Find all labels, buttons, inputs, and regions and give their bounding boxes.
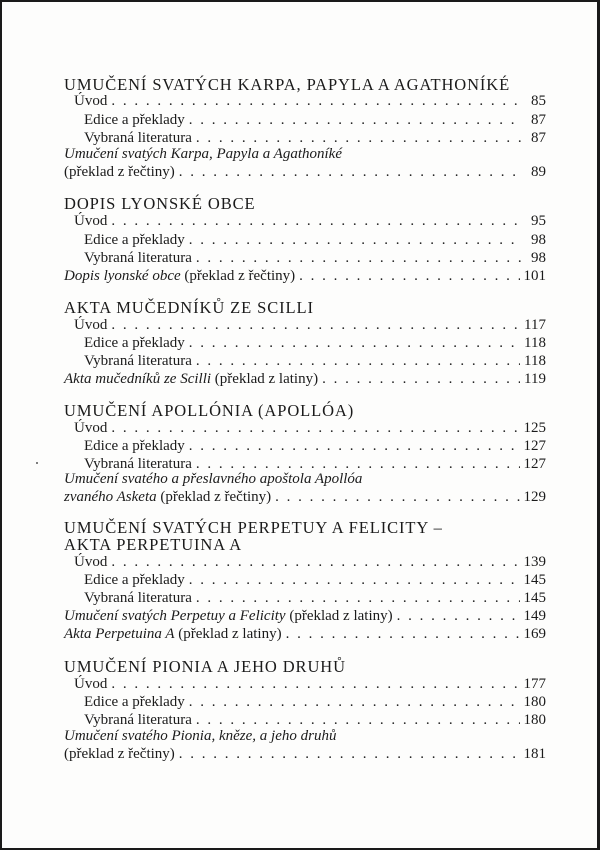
page-number: 181 bbox=[523, 746, 546, 762]
page-number: 180 bbox=[523, 694, 546, 710]
section-title-scilli: AKTA MUČEDNÍKŮ ZE SCILLI bbox=[64, 298, 314, 317]
entry-label: Úvod bbox=[74, 93, 108, 109]
toc-entry bbox=[64, 691, 546, 711]
dot-leader bbox=[111, 92, 522, 110]
page-number: 101 bbox=[523, 268, 546, 284]
dot-leader bbox=[299, 267, 519, 285]
entry-label: Edice a překlady bbox=[84, 232, 185, 248]
dot-leader bbox=[179, 163, 522, 181]
section-title-apollonia: UMUČENÍ APOLLÓNIA (APOLLÓA) bbox=[64, 401, 355, 420]
entry-label: Úvod bbox=[74, 317, 108, 333]
page-number: 89 bbox=[531, 164, 546, 180]
toc-entry bbox=[64, 486, 546, 506]
page-number: 177 bbox=[523, 676, 546, 692]
toc-entry bbox=[64, 605, 546, 625]
section-title-perpetua: UMUČENÍ SVATÝCH PERPETUY A FELICITY – bbox=[64, 518, 443, 537]
toc-entry bbox=[64, 551, 546, 571]
entry-label: Edice a překlady bbox=[84, 112, 185, 128]
page-number: 139 bbox=[523, 554, 546, 570]
translation-note: (překlad z latiny) bbox=[285, 608, 393, 624]
dot-leader bbox=[286, 625, 520, 643]
dot-leader bbox=[179, 745, 520, 763]
toc-entry bbox=[64, 417, 546, 437]
entry-label: (překlad z řečtiny) bbox=[64, 746, 175, 762]
entry-label: Úvod bbox=[74, 213, 108, 229]
translation-title: Akta mučedníků ze Scilli bbox=[64, 371, 212, 387]
entry-label bbox=[64, 267, 295, 285]
page-number: 87 bbox=[531, 130, 546, 146]
entry-label: Edice a překlady bbox=[84, 572, 185, 588]
entry-label: (překlad z řečtiny) bbox=[64, 164, 175, 180]
entry-label: Vybraná literatura bbox=[84, 353, 192, 369]
entry-label: Vybraná literatura bbox=[84, 590, 192, 606]
translation-note: (překlad z řečtiny) bbox=[180, 268, 296, 284]
section-title-pionius: UMUČENÍ PIONIA A JEHO DRUHŮ bbox=[64, 657, 346, 676]
entry-label: Edice a překlady bbox=[84, 694, 185, 710]
toc-entry bbox=[64, 743, 546, 763]
section-title-karpa: UMUČENÍ SVATÝCH KARPA, PAPYLA A AGATHONÍKÉ bbox=[64, 75, 511, 94]
toc-entry bbox=[64, 247, 546, 267]
page-number: 127 bbox=[523, 438, 546, 454]
dot-leader bbox=[111, 212, 522, 230]
entry-label: Edice a překlady bbox=[84, 335, 185, 351]
page-number: 127 bbox=[523, 456, 546, 472]
page-number: 149 bbox=[523, 608, 546, 624]
translation-title: Umučení svatého Pionia, kněze, a jeho druhů bbox=[64, 728, 337, 744]
book-page bbox=[2, 2, 597, 848]
translation-note: (překlad z latiny) bbox=[211, 371, 319, 387]
page-number: 118 bbox=[524, 353, 546, 369]
dot-leader bbox=[275, 488, 519, 506]
page-number: 145 bbox=[523, 590, 546, 606]
page-number: 98 bbox=[531, 232, 546, 248]
toc-entry bbox=[64, 210, 546, 230]
page-number: 87 bbox=[531, 112, 546, 128]
toc-entry bbox=[64, 332, 546, 352]
page-number: 95 bbox=[531, 213, 546, 229]
toc-entry bbox=[64, 587, 546, 607]
dot-leader bbox=[322, 370, 520, 388]
toc-entry bbox=[64, 435, 546, 455]
toc-entry bbox=[64, 265, 546, 285]
entry-label: Vybraná literatura bbox=[84, 130, 192, 146]
toc-entry bbox=[64, 368, 546, 388]
page-number: 98 bbox=[531, 250, 546, 266]
page-number: 85 bbox=[531, 93, 546, 109]
section-title-lyon: DOPIS LYONSKÉ OBCE bbox=[64, 194, 256, 213]
entry-label: Úvod bbox=[74, 420, 108, 436]
entry-label: Vybraná literatura bbox=[84, 456, 192, 472]
toc-entry bbox=[64, 569, 546, 589]
translation-title: Akta Perpetuina A bbox=[64, 626, 175, 642]
page-number: 117 bbox=[524, 317, 546, 333]
page-number: 125 bbox=[523, 420, 546, 436]
toc-entry bbox=[64, 229, 546, 249]
page-number: 145 bbox=[523, 572, 546, 588]
translation-title: zvaného Asketa bbox=[64, 489, 157, 505]
page-number: 118 bbox=[524, 335, 546, 351]
entry-label bbox=[64, 370, 318, 388]
section-title-perpetua-line2: AKTA PERPETUINA A bbox=[64, 535, 243, 554]
entry-label: Úvod bbox=[74, 554, 108, 570]
toc-entry bbox=[64, 673, 546, 693]
translation-note: (překlad z latiny) bbox=[174, 626, 282, 642]
translation-title: Dopis lyonské obce bbox=[64, 268, 181, 284]
entry-label bbox=[64, 625, 282, 643]
toc-entry bbox=[64, 314, 546, 334]
page-number: 129 bbox=[523, 489, 546, 505]
entry-label bbox=[64, 488, 271, 506]
page-number: 169 bbox=[523, 626, 546, 642]
entry-label: Vybraná literatura bbox=[84, 712, 192, 728]
entry-label: Edice a překlady bbox=[84, 438, 185, 454]
toc-entry bbox=[64, 623, 546, 643]
entry-label: Vybraná literatura bbox=[84, 250, 192, 266]
toc-entry bbox=[64, 109, 546, 129]
translation-title: Umučení svatých Perpetuy a Felicity bbox=[64, 608, 286, 624]
toc-entry bbox=[64, 350, 546, 370]
translation-title: Umučení svatých Karpa, Papyla a Agathoníké bbox=[64, 146, 342, 162]
scan-speck bbox=[36, 462, 38, 464]
page-number: 119 bbox=[524, 371, 546, 387]
page-number: 180 bbox=[523, 712, 546, 728]
toc-entry bbox=[64, 161, 546, 181]
toc-entry bbox=[64, 90, 546, 110]
entry-label: Úvod bbox=[74, 676, 108, 692]
translation-note: (překlad z řečtiny) bbox=[156, 489, 272, 505]
translation-title: Umučení svatého a přeslavného apoštola Apollóa bbox=[64, 471, 363, 487]
